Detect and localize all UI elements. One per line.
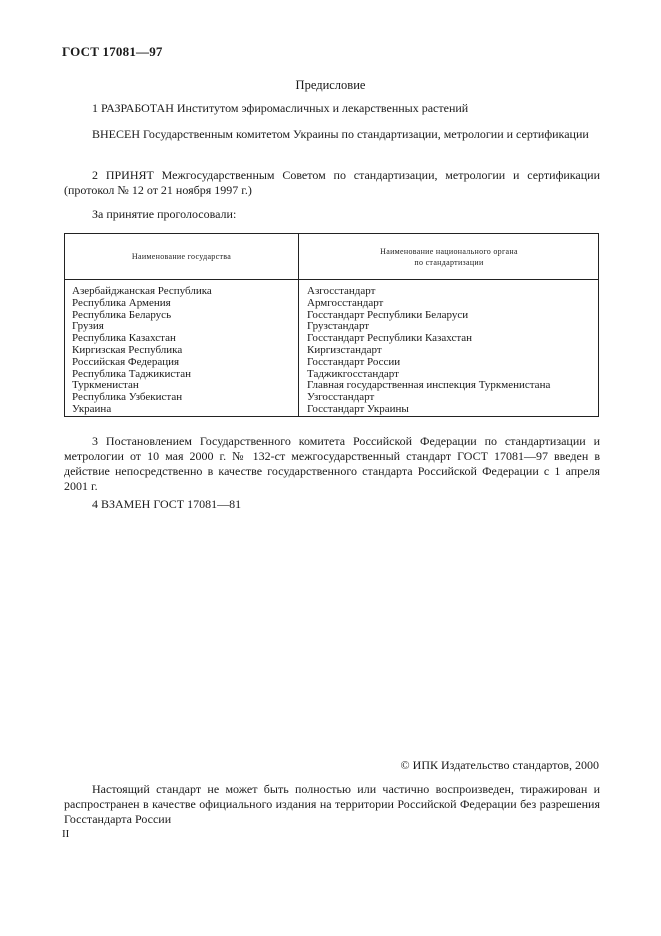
column-header-body <box>299 234 599 279</box>
table-cell-body: Таджикгосстандарт <box>307 367 399 380</box>
paragraph-developed: 1 РАЗРАБОТАН Институтом эфиромасличных и лекарственных растений <box>92 101 469 115</box>
table-cell-body: Узгосстандарт <box>307 391 375 404</box>
table-cell-state: Киргизская Республика <box>72 343 183 356</box>
paragraph-voted: За принятие проголосовали: <box>92 207 237 221</box>
body-column <box>307 286 550 416</box>
table-cell-state: Республика Беларусь <box>72 308 172 321</box>
page-title: Предисловие <box>295 78 366 92</box>
table-cell-state: Российская Федерация <box>72 355 180 368</box>
paragraph-reproduction-notice: Настоящий стандарт не может быть полностью или частично воспроизведен, тиражирован и распространен в качестве официального издания на территории Российской Федерации без разрешения Госстандарта России <box>64 782 600 826</box>
table-cell-body: Госстандарт Республики Беларуси <box>307 308 469 321</box>
table-cell-body: Грузстандарт <box>307 320 370 333</box>
column-header-body-line2: по стандартизации <box>414 257 484 267</box>
table-cell-state: Грузия <box>72 320 104 333</box>
column-header-state: Наименование государства <box>131 252 232 261</box>
paragraph-resolution: 3 Постановлением Государственного комитета Российской Федерации по стандартизации и метрологии от 10 мая 2000 г. № 132-ст межгосударственный стандарт ГОСТ 17081—97 введен в действие непосредственно в качестве государственного стандарта Российской Федерации с 1 апреля 2001 г. <box>64 434 600 493</box>
voting-table <box>64 233 599 417</box>
table-cell-state: Республика Казахстан <box>72 332 176 345</box>
table-cell-state: Республика Узбекистан <box>72 391 183 404</box>
table-cell-body: Армгосстандарт <box>307 296 384 309</box>
table-cell-body: Киргизстандарт <box>307 343 382 356</box>
document-code: ГОСТ 17081—97 <box>62 44 163 59</box>
table-cell-state: Азербайджанская Республика <box>72 285 212 297</box>
page-number: II <box>62 828 70 840</box>
table-cell-body: Госстандарт Украины <box>307 402 409 415</box>
table-cell-body: Главная государственная инспекция Туркменистана <box>307 379 551 392</box>
table-cell-state: Туркменистан <box>72 379 139 392</box>
table-cell-state: Республика Таджикистан <box>72 367 191 380</box>
table-cell-state: Республика Армения <box>72 296 171 309</box>
column-header-body-line1: Наименование национального органа <box>380 246 518 256</box>
state-column <box>72 286 212 416</box>
paragraph-introduced: ВНЕСЕН Государственным комитетом Украины по стандартизации, метрологии и сертификации <box>92 127 589 141</box>
table-cell-body: Госстандарт Республики Казахстан <box>307 332 473 345</box>
paragraph-adopted: 2 ПРИНЯТ Межгосударственным Советом по стандартизации, метрологии и сертификации (протокол № 12 от 21 ноября 1997 г.) <box>64 168 600 197</box>
table-cell-body: Госстандарт России <box>307 355 401 368</box>
copyright-notice: © ИПК Издательство стандартов, 2000 <box>400 758 599 772</box>
paragraph-replaces: 4 ВЗАМЕН ГОСТ 17081—81 <box>92 497 242 511</box>
table-cell-body: Азгосстандарт <box>307 285 376 297</box>
table-cell-state: Украина <box>72 402 112 415</box>
